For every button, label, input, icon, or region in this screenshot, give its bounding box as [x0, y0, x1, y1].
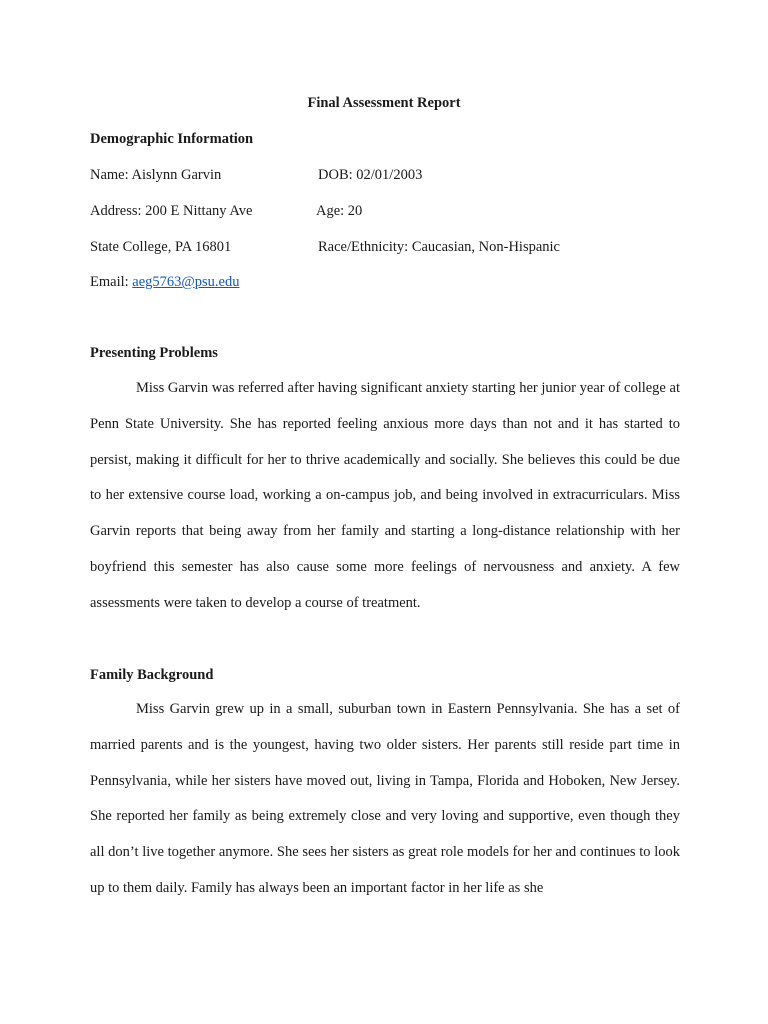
race-field: Race/Ethnicity: Caucasian, Non-Hispanic — [318, 239, 560, 255]
city-field: State College, PA 16801 — [90, 239, 232, 255]
family-background-heading: Family Background — [90, 667, 214, 683]
presenting-problems-paragraph: Miss Garvin was referred after having significant anxiety starting her junior year of college at Penn State University. She has reported feeling anxious more days than not and it has started to persist, making it difficult for her to thrive academically and socially. She believes this could be due to her extensive course load, working a on-campus job, and being involved in extracurriculars. Miss Garvin reports that being away from her family and starting a long-distance relationship with her boyfriend this semester has also cause some more feelings of nervousness and anxiety. A few assessments were taken to develop a course of treatment. — [90, 380, 680, 611]
email-label: Email: — [90, 274, 133, 290]
document-title: Final Assessment Report — [307, 95, 461, 111]
dob-field: DOB: 02/01/2003 — [318, 167, 423, 183]
family-background-paragraph: Miss Garvin grew up in a small, suburban town in Eastern Pennsylvania. She has a set of married parents and is the youngest, having two older sisters. Her parents still reside part time in Pennsylvania, while her sisters have moved out, living in Tampa, Florida and Hoboken, New Jersey. She reported her family as being extremely close and very loving and supportive, even though they all don’t live together anymore. She sees her sisters as great role models for her and continues to look up to them daily. Family has always been an important factor in her life as she — [90, 701, 680, 896]
email-row — [90, 273, 239, 291]
name-field: Name: Aislynn Garvin — [90, 167, 222, 183]
demographics-heading: Demographic Information — [90, 131, 254, 147]
age-field: Age: 20 — [316, 203, 363, 219]
email-link[interactable]: aeg5763@psu.edu — [132, 274, 240, 290]
address-field: Address: 200 E Nittany Ave — [90, 203, 253, 219]
presenting-problems-heading: Presenting Problems — [90, 345, 218, 361]
